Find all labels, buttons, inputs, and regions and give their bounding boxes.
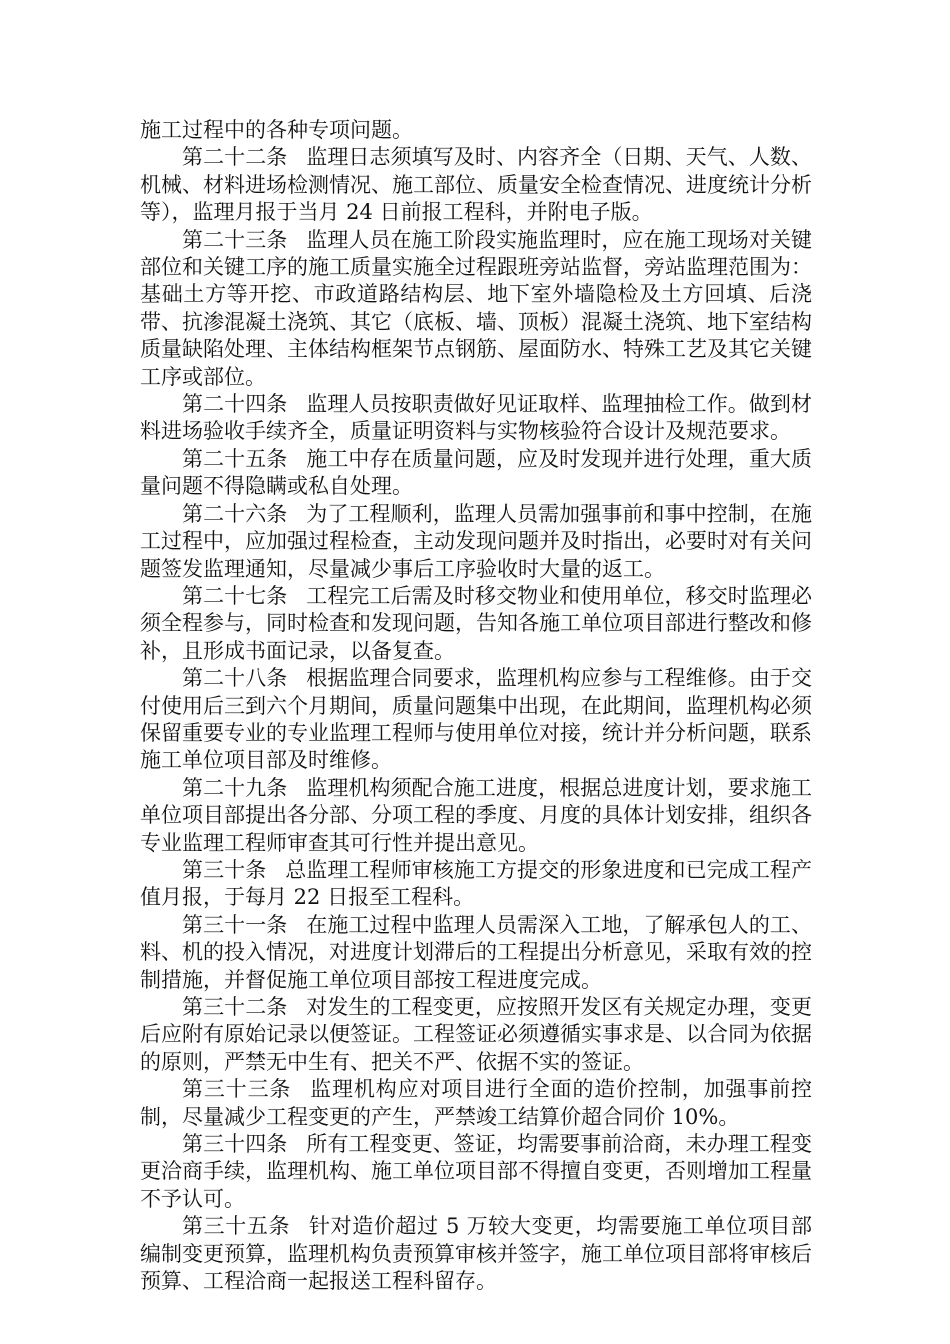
article-25 <box>140 446 812 501</box>
article-number: 第二十八条 <box>182 666 288 691</box>
paragraph-text: 在施工过程中监理人员需深入工地，了解承包人的工、料、机的投入情况，对进度计划滞后的工程提出分析意见，采取有效的控制措施，并督促施工单位项目部按工程进度完成。 <box>140 912 813 992</box>
paragraph-text: 监理机构须配合施工进度，根据总进度计划，要求施工单位项目部提出各分部、分项工程的季度、月度的具体计划安排，组织各专业监理工程师审查其可行性并提出意见。 <box>140 775 813 855</box>
article-31 <box>140 912 812 994</box>
article-28 <box>140 665 812 775</box>
article-number: 第三十三条 <box>182 1077 292 1102</box>
article-27 <box>140 583 812 665</box>
document-body <box>140 117 812 1295</box>
paragraph-text: 监理人员在施工阶段实施监理时，应在施工现场对关键部位和关键工序的施工质量实施全过程跟班旁站监督，旁站监理范围为：基础土方等开挖、市政道路结构层、地下室外墙隐检及土方回填、后浇带、抗渗混凝土浇筑、其它（底板、墙、顶板）混凝土浇筑、地下室结构质量缺陷处理、主体结构框架节点钢筋、屋面防水、特殊工艺及其它关键工序或部位。 <box>140 227 813 389</box>
paragraph-text: 施工中存在质量问题，应及时发现并进行处理，重大质量问题不得隐瞒或私自处理。 <box>140 446 813 499</box>
article-32 <box>140 994 812 1076</box>
paragraph-text: 监理人员按职责做好见证取样、监理抽检工作。做到材料进场验收手续齐全，质量证明资料与实物核验符合设计及规范要求。 <box>140 392 813 444</box>
article-30 <box>140 857 812 912</box>
article-number: 第二十六条 <box>182 501 288 526</box>
paragraph-text: 总监理工程师审核施工方提交的形象进度和已完成工程产值月报，于每月 22 日报至工程科。 <box>140 857 813 910</box>
paragraph-text: 工程完工后需及时移交物业和使用单位，移交时监理必须全程参与，同时检查和发现问题，告知各施工单位项目部进行整改和修补，且形成书面记录，以备复查。 <box>140 583 813 663</box>
article-33 <box>140 1076 812 1131</box>
paragraph-text: 针对造价超过 5 万较大变更，均需要施工单位项目部编制变更预算，监理机构负责预算审核并签字，施工单位项目部将审核后预算、工程洽商一起报送工程科留存。 <box>140 1214 812 1294</box>
article-number: 第三十五条 <box>182 1214 291 1239</box>
article-22 <box>140 144 812 226</box>
article-35 <box>140 1213 812 1295</box>
article-number: 第二十七条 <box>182 583 288 608</box>
paragraph-text: 对发生的工程变更，应按照开发区有关规定办理，变更后应附有原始记录以便签证。工程签证必须遵循实事求是、以合同为依据的原则，严禁无中生有、把关不严、依据不实的签证。 <box>140 995 813 1074</box>
article-number: 第二十五条 <box>182 446 288 471</box>
paragraph-text: 为了工程顺利，监理人员需加强事前和事中控制，在施工过程中，应加强过程检查，主动发现问题并及时指出，必要时对有关问题签发监理通知，尽量减少事后工序验收时大量的返工。 <box>140 501 813 581</box>
article-number: 第三十四条 <box>182 1132 288 1157</box>
article-number: 第三十条 <box>182 857 267 882</box>
paragraph-text: 施工过程中的各种专项问题。 <box>140 118 413 142</box>
article-number: 第二十九条 <box>182 775 288 800</box>
paragraph-text: 所有工程变更、签证，均需要事前洽商，未办理工程变更洽商手续，监理机构、施工单位项目部不得擅自变更，否则增加工程量不予认可。 <box>140 1132 813 1211</box>
article-number: 第二十四条 <box>182 392 288 417</box>
article-24 <box>140 391 812 446</box>
article-23 <box>140 227 812 391</box>
paragraph-text: 根据监理合同要求，监理机构应参与工程维修。由于交付使用后三到六个月期间，质量问题集中出现，在此期间，监理机构必须保留重要专业的专业监理工程师与使用单位对接，统计并分析问题，联系施工单位项目部及时维修。 <box>140 666 813 773</box>
article-number: 第二十二条 <box>182 145 288 170</box>
article-34 <box>140 1131 812 1213</box>
article-number: 第二十三条 <box>182 227 288 252</box>
article-29 <box>140 775 812 857</box>
article-number: 第三十二条 <box>182 995 288 1019</box>
paragraph-continuation <box>140 117 812 144</box>
article-26 <box>140 501 812 583</box>
article-number: 第三十一条 <box>182 912 288 937</box>
paragraph-text: 监理机构应对项目进行全面的造价控制，加强事前控制，尽量减少工程变更的产生，严禁竣工结算价超合同价 10%。 <box>140 1077 812 1129</box>
paragraph-text: 监理日志须填写及时、内容齐全（日期、天气、人数、机械、材料进场检测情况、施工部位、质量安全检查情况、进度统计分析等），监理月报于当月 24 日前报工程科，并附电子版。 <box>140 145 813 225</box>
